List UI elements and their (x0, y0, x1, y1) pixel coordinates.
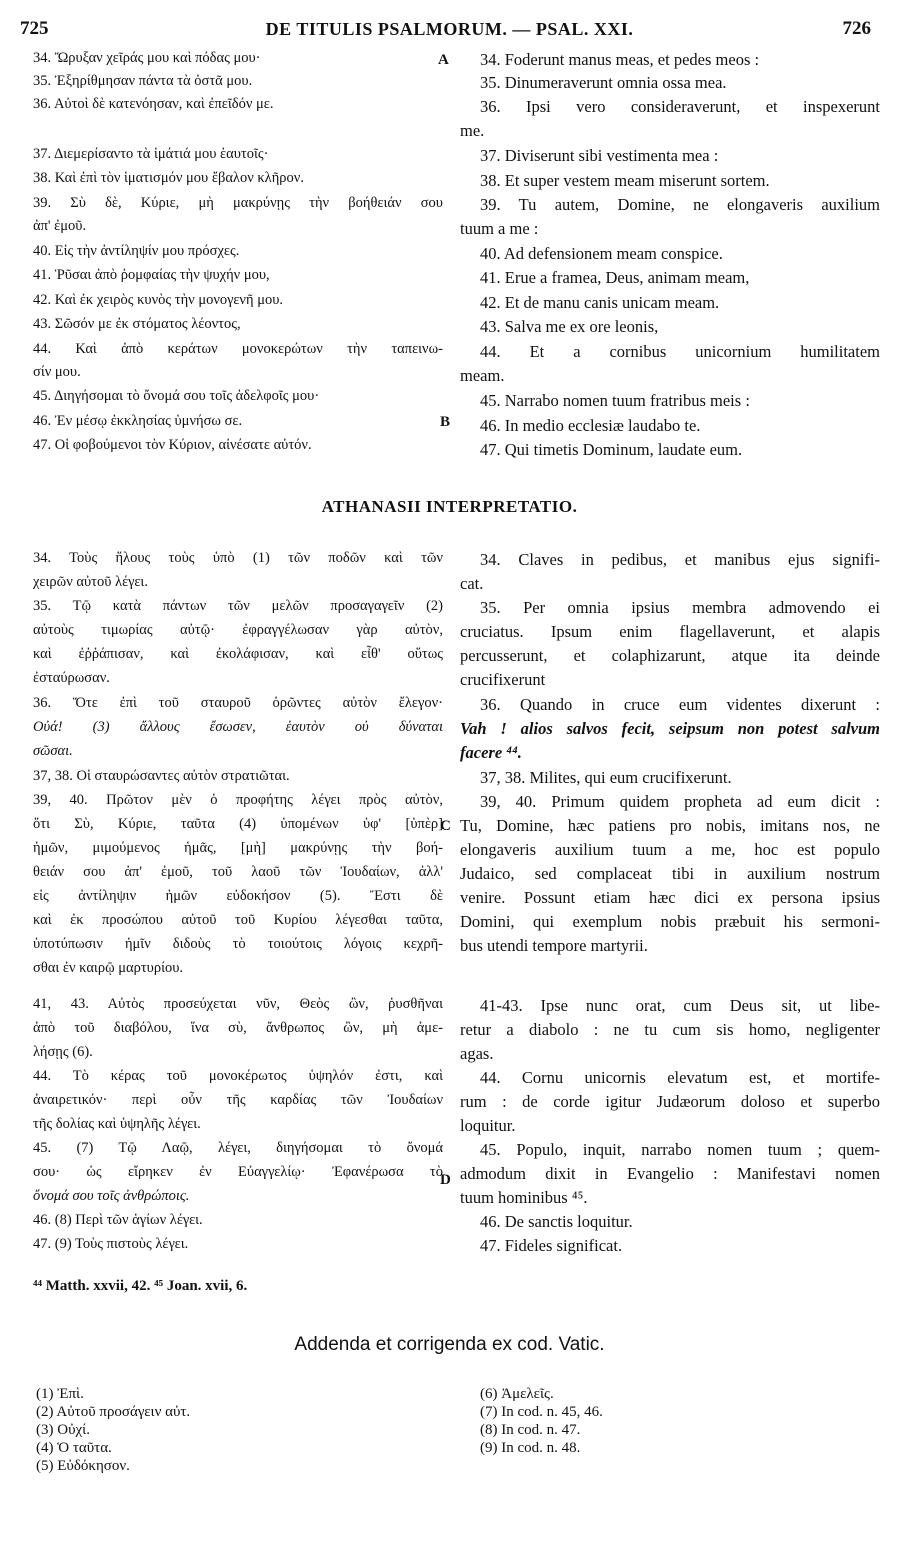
greek-commentary-line: 44. Τὸ κέρας τοῦ μονοκέρωτος ὑψηλόν ἐστι, καὶ (33, 1068, 443, 1084)
latin-commentary-line: admodum dixit in Evangelio : Manifestavi nomen (460, 1164, 880, 1183)
latin-verse-line: 34. Foderunt manus meas, et pedes meos : (480, 50, 760, 69)
latin-commentary-line: 44. Cornu unicornis elevatum est, et mortife- (480, 1068, 880, 1087)
greek-verse-line: 42. Καὶ ἐκ χειρὸς κυνὸς τὴν μονογενῆ μου. (33, 292, 284, 308)
latin-verse-line: 43. Salva me ex ore leonis, (480, 317, 659, 336)
greek-commentary-line: 47. (9) Τοὺς πιστοὺς λέγει. (33, 1236, 189, 1252)
addenda-note: (7) In cod. n. 45, 46. (480, 1404, 603, 1420)
greek-commentary-line: 45. (7) Τῷ Λαῷ, λέγει, διηγήσομαι τὸ ὄνομά (33, 1140, 443, 1156)
addenda-note: (5) Εὐδόκησον. (36, 1458, 130, 1474)
latin-verse-line: tuum a me : (460, 219, 539, 238)
greek-verse-line: 38. Καὶ ἐπὶ τὸν ἱματισμόν μου ἔβαλον κλῆρον. (33, 170, 304, 186)
latin-verse-line: me. (460, 121, 485, 140)
greek-commentary-line: σου· ὡς εἴρηκεν ἐν Εὐαγγελίῳ· Ἐφανέρωσα τὸ (33, 1164, 443, 1180)
latin-commentary-line: Tu, Domine, hæc patiens pro nobis, imitans nos, ne (460, 816, 880, 835)
greek-commentary-line: σθαι ἐν καιρῷ μαρτυρίου. (33, 960, 184, 976)
latin-commentary-line: facere ⁴⁴. (460, 743, 522, 762)
latin-commentary-line: percusserunt, et colaphizarunt, atque ita deinde (460, 646, 880, 665)
greek-commentary-line: 39, 40. Πρῶτον μὲν ὁ προφήτης λέγει πρὸς αὐτὸν, (33, 792, 443, 808)
greek-commentary-line: ἐσταύρωσαν. (33, 670, 110, 686)
greek-verse-line: 44. Καὶ ἀπὸ κεράτων μονοκερώτων τὴν ταπεινω- (33, 341, 443, 357)
greek-commentary-line: χειρῶν αὐτοῦ λέγει. (33, 574, 148, 590)
greek-commentary-line: 46. (8) Περὶ τῶν ἁγίων λέγει. (33, 1212, 203, 1228)
greek-commentary-line: λήσῃς (6). (33, 1044, 93, 1060)
greek-commentary-line: ὑποτύπωσιν ἡμῖν διδοὺς τὸ τοιούτοις λόγοις κεχρῆ- (33, 936, 443, 952)
greek-commentary-line: αὐτοὺς τιμωρίας αὐτῷ· ἐφραγγέλωσαν γὰρ αὐτὸν, (33, 622, 443, 638)
latin-commentary-line: 41-43. Ipse nunc orat, cum Deus sit, ut libe- (480, 996, 880, 1015)
latin-commentary-line: 37, 38. Milites, qui eum crucifixerunt. (480, 768, 732, 787)
footnotes: ⁴⁴ Matth. xxvii, 42. ⁴⁵ Joan. xvii, 6. (33, 1278, 248, 1294)
page-number-left: 725 (20, 18, 49, 39)
latin-verse-line: 47. Qui timetis Dominum, laudate eum. (480, 440, 743, 459)
greek-commentary-line: ὅτι Σὺ, Κύριε, ταῦτα (4) ὑπομένων ὑφ' [ὑπὲρ] (33, 816, 443, 832)
latin-commentary-line: tuum hominibus ⁴⁵. (460, 1188, 588, 1207)
latin-commentary-line: crucifixerunt (460, 670, 546, 689)
latin-commentary-line: loquitur. (460, 1116, 516, 1135)
addenda-note: (2) Αὐτοῦ προσάγειν αὐτ. (36, 1404, 191, 1420)
latin-commentary-line: 34. Claves in pedibus, et manibus ejus signifi- (480, 550, 880, 569)
greek-verse-line: σίν μου. (33, 364, 81, 380)
page-header (0, 18, 899, 44)
greek-commentary-line: ὄνομά σου τοῖς ἀνθρώποις. (33, 1188, 190, 1204)
latin-commentary-line: cat. (460, 574, 484, 593)
addenda-note: (4) Ὁ ταῦτα. (36, 1440, 112, 1456)
greek-commentary-line: 37, 38. Οἱ σταυρώσαντες αὐτὸν στρατιῶται. (33, 768, 290, 784)
latin-verse-line: 42. Et de manu canis unicam meam. (480, 293, 720, 312)
latin-verse-line: 39. Tu autem, Domine, ne elongaveris auxilium (480, 195, 880, 214)
margin-mark: A (438, 52, 449, 68)
latin-commentary-line: 35. Per omnia ipsius membra admovendo ei (480, 598, 880, 617)
greek-verse-line: 34. Ὤρυξαν χεῖράς μου καὶ πόδας μου· (33, 50, 261, 66)
addenda-title: Addenda et corrigenda ex cod. Vatic. (294, 1334, 605, 1355)
greek-commentary-line: 36. Ὅτε ἐπὶ τοῦ σταυροῦ ὁρῶντες αὐτὸν ἔλεγον· (33, 695, 443, 711)
latin-verse-line: 37. Diviserunt sibi vestimenta mea : (480, 146, 719, 165)
latin-verse-line: 40. Ad defensionem meam conspice. (480, 244, 723, 263)
addenda-note: (9) In cod. n. 48. (480, 1440, 581, 1456)
latin-commentary-line: cruciatus. Ipsum enim flagellaverunt, et alapis (460, 622, 880, 641)
greek-commentary-line: καὶ ἐκ προσώπου αὐτοῦ τοῦ Κυρίου λέγεσθαι ταῦτα, (33, 912, 443, 928)
greek-verse-line: 37. Διεμερίσαντο τὰ ἱμάτιά μου ἑαυτοῖς· (33, 146, 269, 162)
greek-commentary-line: 41, 43. Αὐτὸς προσεύχεται νῦν, Θεὸς ὢν, ῥυσθῆναι (33, 996, 443, 1012)
latin-commentary-line: 45. Populo, inquit, narrabo nomen tuum ; quem- (480, 1140, 880, 1159)
greek-commentary-line: τῆς δολίας καὶ ὑψηλῆς λέγει. (33, 1116, 201, 1132)
greek-verse-line: 39. Σὺ δὲ, Κύριε, μὴ μακρύνῃς τὴν βοήθειάν σου (33, 195, 443, 211)
latin-commentary-line: rum : de corde igitur Judæorum doloso et superbo (460, 1092, 880, 1111)
latin-commentary-line: Judaico, sed complaceat tibi in auxilium nostrum (460, 864, 880, 883)
greek-commentary-line: ἡμῶν, μιμούμενος ἡμᾶς, [μὴ] μακρύνῃς τὴν βοή- (33, 840, 443, 856)
page-number-right: 726 (842, 18, 871, 39)
greek-commentary-line: εἰς ἀντίληψιν ἡμῶν εὐδοκήσον (5). Ἔστι δὲ (33, 888, 443, 904)
latin-verse-line: 41. Erue a framea, Deus, animam meam, (480, 268, 750, 287)
greek-verse-line: 45. Διηγήσομαι τὸ ὄνομά σου τοῖς ἀδελφοῖς μου· (33, 388, 320, 404)
greek-verse-line: 35. Ἐξηρίθμησαν πάντα τὰ ὀστᾶ μου. (33, 73, 253, 89)
addenda-note: (8) In cod. n. 47. (480, 1422, 581, 1438)
latin-verse-line: 38. Et super vestem meam miserunt sortem. (480, 171, 770, 190)
greek-verse-line: 46. Ἐν μέσῳ ἐκκλησίας ὑμνήσω σε. (33, 413, 243, 429)
latin-verse-line: 35. Dinumeraverunt omnia ossa mea. (480, 73, 727, 92)
latin-commentary-line: 39, 40. Primum quidem propheta ad eum dicit : (480, 792, 880, 811)
greek-commentary-line: Οὐά! (3) ἄλλους ἔσωσεν, ἑαυτὸν οὐ δύναται (33, 719, 443, 735)
latin-verse-line: 44. Et a cornibus unicornium humilitatem (480, 342, 880, 361)
latin-commentary-line: Vah ! alios salvos fecit, seipsum non potest salvum (460, 719, 880, 738)
margin-mark: B (440, 414, 451, 430)
latin-verse-line: meam. (460, 366, 505, 385)
latin-commentary-line: retur a diabolo : ne tu cum sis homo, negligenter (460, 1020, 880, 1039)
latin-commentary-line: elongaveris auxilium tuum a me, hoc est populo (460, 840, 880, 859)
greek-commentary-line: 34. Τοὺς ἥλους τοὺς ὑπὸ (1) τῶν ποδῶν καὶ τῶν (33, 550, 443, 566)
latin-commentary-line: Domini, qui exemplum nobis præbuit his sermoni- (460, 912, 880, 931)
latin-commentary-line: 36. Quando in cruce eum videntes dixerunt : (480, 695, 880, 714)
greek-verse-line: 40. Εἰς τὴν ἀντίληψίν μου πρόσχες. (33, 243, 240, 259)
addenda-note: (6) Ἀμελεῖς. (480, 1386, 554, 1402)
greek-verse-line: 43. Σῶσόν με ἐκ στόματος λέοντος, (33, 316, 241, 332)
greek-verse-line: ἀπ' ἐμοῦ. (33, 218, 87, 234)
addenda-note: (1) Ἐπὶ. (36, 1386, 84, 1402)
greek-commentary-line: 35. Τῷ κατὰ πάντων τῶν μελῶν προσαγαγεῖν (2) (33, 598, 443, 614)
running-title: DE TITULIS PSALMORUM. — PSAL. XXI. (265, 19, 634, 39)
section-title: ATHANASII INTERPRETATIO. (321, 497, 578, 516)
greek-verse-line: 47. Οἱ φοβούμενοι τὸν Κύριον, αἰνέσατε αὐτόν. (33, 437, 312, 453)
margin-mark: D (440, 1172, 451, 1188)
greek-verse-line: 36. Αὐτοὶ δὲ κατενόησαν, καὶ ἐπεῖδόν με. (33, 96, 274, 112)
addenda-note: (3) Οὐχί. (36, 1422, 90, 1438)
latin-verse-line: 45. Narrabo nomen tuum fratribus meis : (480, 391, 750, 410)
greek-commentary-line: σῶσαι. (33, 743, 73, 759)
latin-commentary-line: 46. De sanctis loquitur. (480, 1212, 633, 1231)
latin-commentary-line: venire. Possunt etiam hæc dici ex persona ipsius (460, 888, 880, 907)
greek-commentary-line: ἀναιρετικόν· περὶ οὖν τῆς καρδίας τῶν Ἰουδαίων (33, 1092, 443, 1108)
greek-commentary-line: θειάν σου ἀπ' ἐμοῦ, τοῦ λαοῦ τῶν Ἰουδαίων, ἀλλ' (33, 864, 443, 880)
greek-commentary-line: ἀπὸ τοῦ διαβόλου, ἵνα σὺ, ἄνθρωπος ὢν, μὴ ἀμε- (33, 1020, 443, 1036)
greek-commentary-line: καὶ ἐῤῥάπισαν, καὶ ἐκολάφισαν, καὶ εἶθ' οὕτως (33, 646, 443, 662)
latin-commentary-line: bus utendi tempore martyrii. (460, 936, 648, 955)
latin-verse-line: 36. Ipsi vero consideraverunt, et inspexerunt (480, 97, 880, 116)
latin-commentary-line: 47. Fideles significat. (480, 1236, 623, 1255)
latin-commentary-line: agas. (460, 1044, 494, 1063)
margin-mark: C (440, 818, 451, 834)
latin-verse-line: 46. In medio ecclesiæ laudabo te. (480, 416, 701, 435)
greek-verse-line: 41. Ῥῦσαι ἀπὸ ῥομφαίας τὴν ψυχήν μου, (33, 267, 270, 283)
